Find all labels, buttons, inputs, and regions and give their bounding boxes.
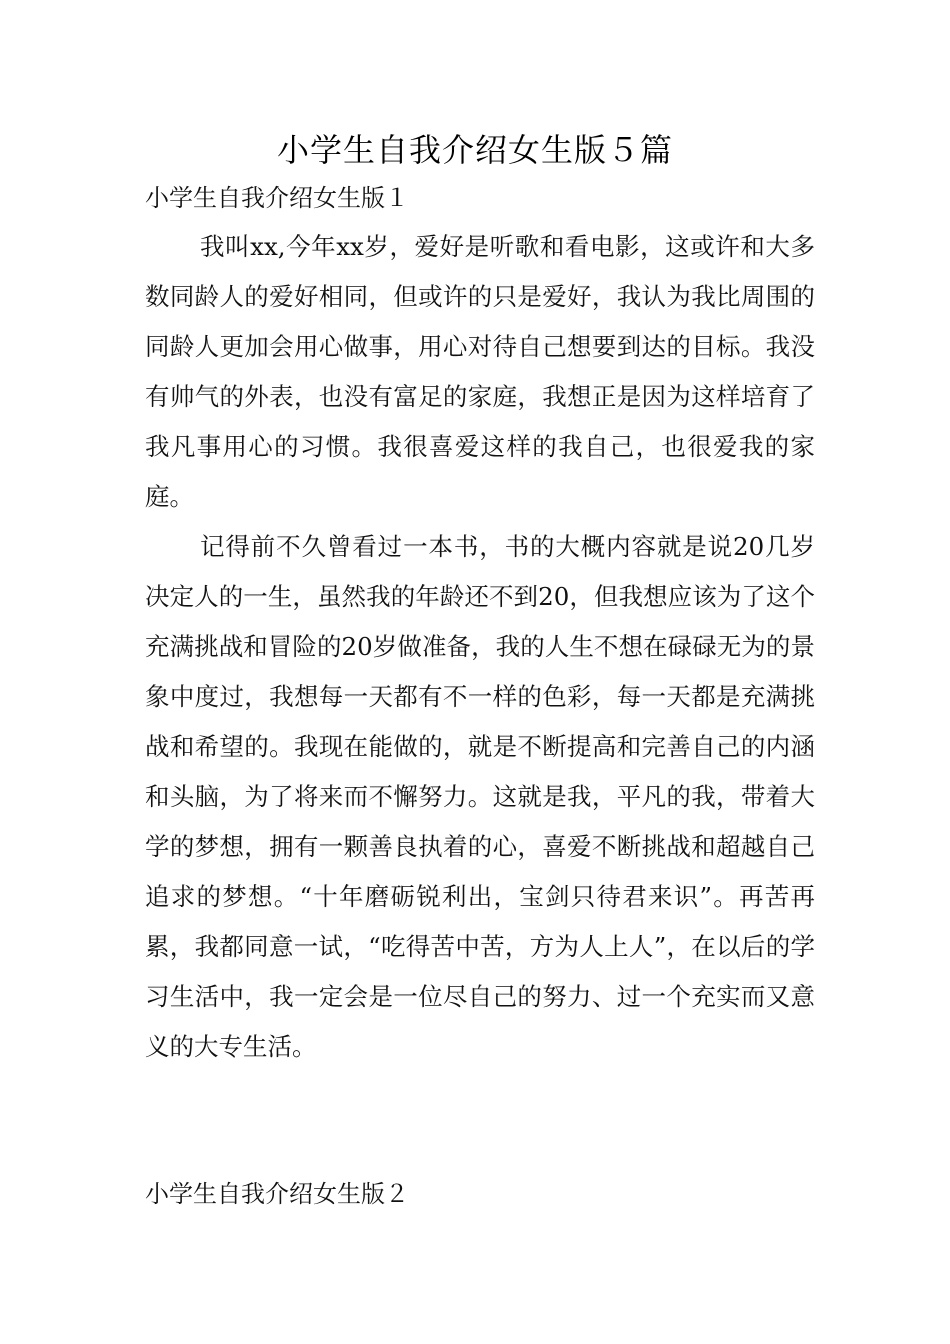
section-1-paragraph-2: 记得前不久曾看过一本书，书的大概内容就是说20几岁决定人的一生，虽然我的年龄还不到20，但我想应该为了这个充满挑战和冒险的20岁做准备，我的人生不想在碌碌无为的景象中度过，我想每一天都有不一样的色彩，每一天都是充满挑战和希望的。我现在能做的，就是不断提高和完善自己的内涵和头脑，为了将来而不懈努力。这就是我，平凡的我，带着大学的梦想，拥有一颗善良执着的心，喜爱不断挑战和超越自己追求的梦想。“十年磨砺锐利出，宝剑只待君来识”。再苦再累，我都同意一试，“吃得苦中苦，方为人上人”，在以后的学习生活中，我一定会是一位尽自己的努力、过一个充实而又意义的大专生活。 — [145, 532, 815, 1061]
section-2-heading: 小学生自我介绍女生版２ — [145, 1180, 409, 1208]
document-title: 小学生自我介绍女生版５篇 — [276, 131, 673, 169]
section-1-heading: 小学生自我介绍女生版１ — [145, 184, 409, 212]
section-1-paragraph-1: 我叫xx,今年xx岁，爱好是听歌和看电影，这或许和大多数同龄人的爱好相同，但或许的只是爱好，我认为我比周围的同龄人更加会用心做事，用心对待自己想要到达的目标。我没有帅气的外表，也没有富足的家庭，我想正是因为这样培育了我凡事用心的习惯。我很喜爱这样的我自己，也很爱我的家庭。 — [145, 232, 815, 511]
